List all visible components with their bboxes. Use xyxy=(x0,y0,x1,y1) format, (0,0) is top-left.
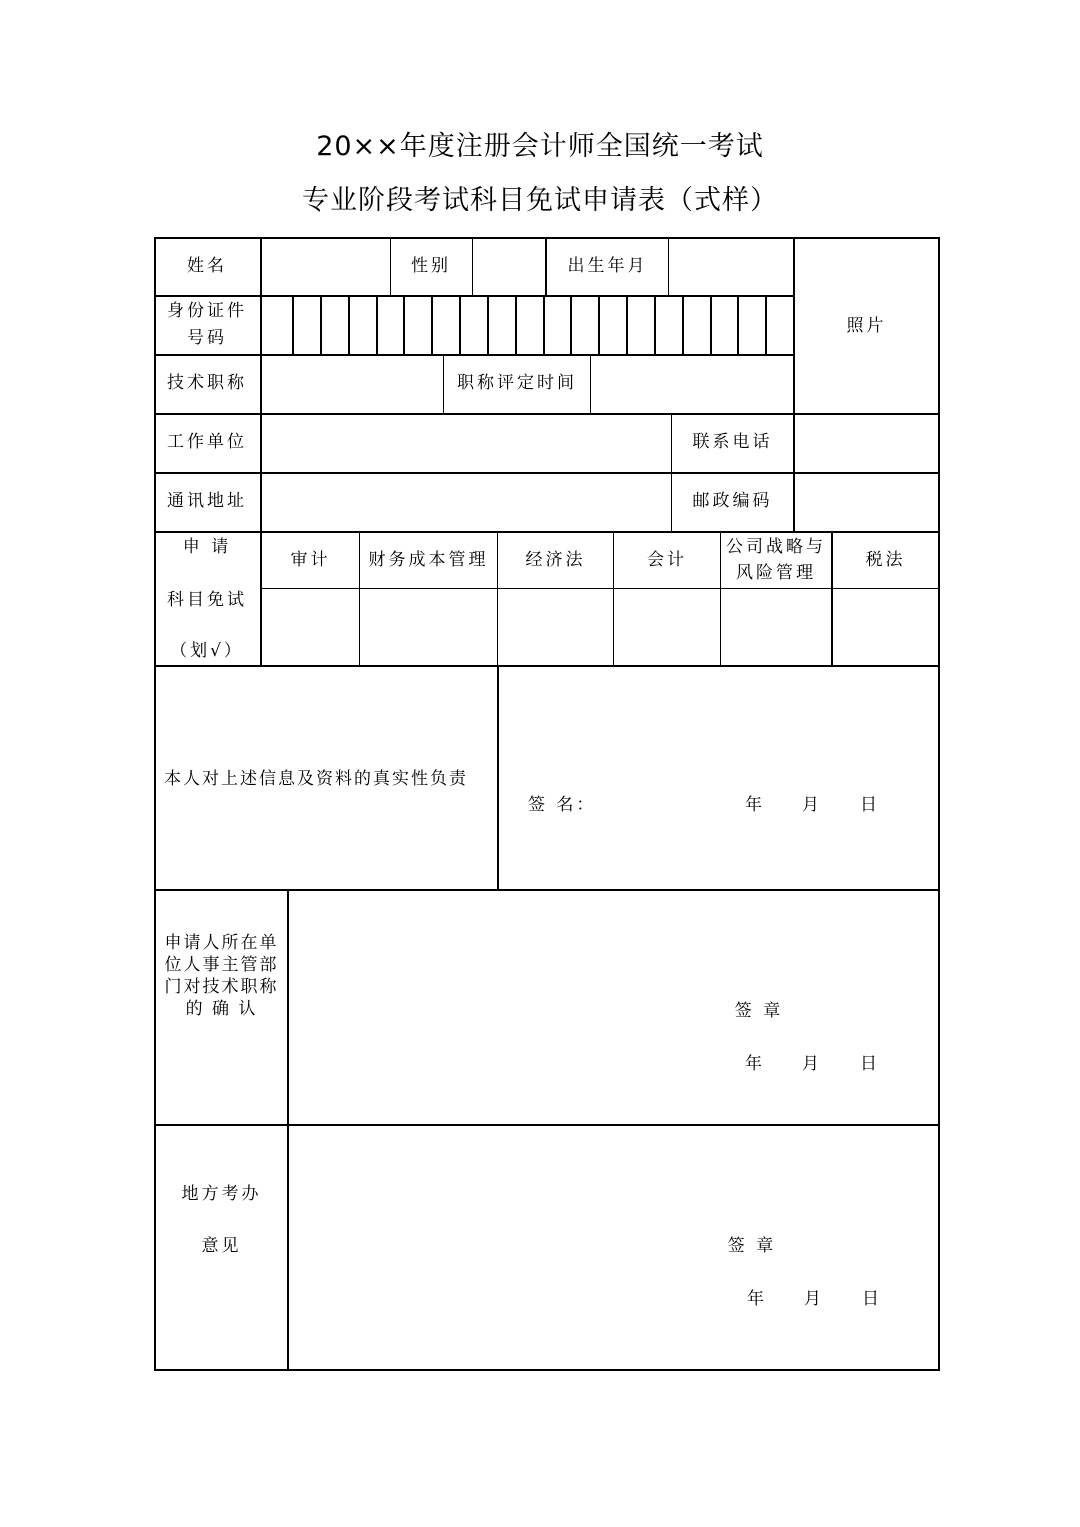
postcode-label: 邮政编码 xyxy=(692,491,773,512)
subject-strategy-risk-label: 公司战略与 风险管理 xyxy=(726,536,826,583)
id-digit-divider xyxy=(737,295,739,354)
id-digit-divider xyxy=(348,295,350,354)
phone-label: 联系电话 xyxy=(692,432,773,453)
declaration-year: 年 xyxy=(745,794,765,815)
id-digit-cell[interactable] xyxy=(403,297,431,354)
id-digit-cell[interactable] xyxy=(320,297,348,354)
subject-economic-law-label: 经济法 xyxy=(525,549,586,570)
id-digit-cell[interactable] xyxy=(348,297,376,354)
id-digit-cell[interactable] xyxy=(682,297,710,354)
tech-title-label: 技术职称 xyxy=(167,373,247,394)
employer-confirm-field[interactable] xyxy=(290,892,938,1124)
id-digit-cell[interactable] xyxy=(376,297,404,354)
id-digit-cell[interactable] xyxy=(654,297,682,354)
title-date-field[interactable] xyxy=(591,356,793,413)
declaration-month: 月 xyxy=(802,794,822,815)
id-digit-divider xyxy=(543,295,545,354)
gender-label: 性别 xyxy=(411,255,451,276)
form-title-line1: 20××年度注册会计师全国统一考试 xyxy=(316,131,764,162)
local-office-label-line2: 意见 xyxy=(201,1235,242,1256)
postcode-field[interactable] xyxy=(795,474,938,531)
row-line xyxy=(261,588,940,589)
photo-label: 照片 xyxy=(846,315,887,336)
address-field[interactable] xyxy=(262,474,671,531)
subject-tax-law-label: 税法 xyxy=(865,549,906,570)
id-digit-divider xyxy=(654,295,656,354)
id-digit-divider xyxy=(292,295,294,354)
local-office-field[interactable] xyxy=(290,1127,938,1369)
id-digit-divider xyxy=(403,295,405,354)
gender-field[interactable] xyxy=(473,239,545,295)
employer-confirm-day: 日 xyxy=(860,1053,880,1074)
employer-confirm-year: 年 xyxy=(745,1053,765,1074)
subject-economic-law-check[interactable] xyxy=(498,590,613,665)
row-line xyxy=(154,889,940,891)
id-digit-divider xyxy=(765,295,767,354)
id-digit-divider xyxy=(487,295,489,354)
address-label: 通讯地址 xyxy=(167,491,247,512)
id-digit-divider xyxy=(320,295,322,354)
id-digit-cell[interactable] xyxy=(765,297,793,354)
id-digit-cell[interactable] xyxy=(626,297,654,354)
subject-financial-cost-check[interactable] xyxy=(360,590,497,665)
id-digit-divider xyxy=(710,295,712,354)
exempt-label-line1: 申 请 xyxy=(182,536,232,557)
local-office-seal-label: 签 章 xyxy=(727,1235,777,1256)
col-line xyxy=(287,889,289,1371)
name-field[interactable] xyxy=(262,239,390,295)
subject-audit-label: 审计 xyxy=(290,549,331,570)
employer-label: 工作单位 xyxy=(167,432,247,453)
id-digit-cell[interactable] xyxy=(598,297,626,354)
subject-accounting-check[interactable] xyxy=(614,590,720,665)
birth-date-field[interactable] xyxy=(669,239,793,295)
id-digit-cell[interactable] xyxy=(292,297,320,354)
photo-box[interactable] xyxy=(795,239,938,413)
name-label: 姓名 xyxy=(187,255,227,276)
id-digit-divider xyxy=(598,295,600,354)
signature-field[interactable] xyxy=(528,791,628,819)
id-digit-cell[interactable] xyxy=(459,297,487,354)
employer-seal-label: 签 章 xyxy=(734,1000,784,1021)
declaration-day: 日 xyxy=(860,794,880,815)
id-digit-divider xyxy=(459,295,461,354)
local-office-year: 年 xyxy=(747,1288,767,1309)
row-line xyxy=(154,1124,940,1126)
declaration-text: 本人对上述信息及资料的真实性负责 xyxy=(164,768,468,789)
id-digit-cell[interactable] xyxy=(431,297,459,354)
id-digit-cell[interactable] xyxy=(570,297,598,354)
employer-confirm-label: 申请人所在单 位人事主管部 门对技术职称 的 确 认 xyxy=(164,933,279,1020)
form-title-line2: 专业阶段考试科目免试申请表（式样） xyxy=(302,185,778,216)
id-digit-cell[interactable] xyxy=(515,297,543,354)
exempt-label-line2: 科目免试 xyxy=(167,589,247,610)
id-digit-divider xyxy=(682,295,684,354)
employer-confirm-month: 月 xyxy=(802,1053,822,1074)
exempt-label-line3: （划√） xyxy=(170,640,244,661)
title-date-label: 职称评定时间 xyxy=(457,373,577,394)
subject-tax-law-check[interactable] xyxy=(833,590,938,665)
tech-title-field[interactable] xyxy=(262,356,443,413)
local-office-label-line1: 地方考办 xyxy=(181,1183,262,1204)
id-digit-cell[interactable] xyxy=(737,297,765,354)
row-line xyxy=(154,665,940,667)
id-digit-cell[interactable] xyxy=(710,297,738,354)
application-form xyxy=(154,237,940,1371)
id-digit-divider xyxy=(626,295,628,354)
subject-financial-cost-label: 财务成本管理 xyxy=(368,549,489,570)
id-digit-divider xyxy=(570,295,572,354)
border-bottom xyxy=(154,1369,940,1371)
id-digit-cell[interactable] xyxy=(487,297,515,354)
local-office-month: 月 xyxy=(804,1288,824,1309)
id-number-label: 身份证件 号码 xyxy=(167,301,247,348)
local-office-day: 日 xyxy=(862,1288,882,1309)
phone-field[interactable] xyxy=(795,415,938,472)
id-digit-divider xyxy=(431,295,433,354)
col-line xyxy=(497,665,499,889)
id-digit-divider xyxy=(515,295,517,354)
birth-date-label: 出生年月 xyxy=(567,255,648,276)
subject-strategy-risk-check[interactable] xyxy=(721,590,831,665)
signature-label: 签 名： xyxy=(528,794,597,815)
id-digit-divider xyxy=(376,295,378,354)
border-right xyxy=(938,237,940,1371)
id-digit-cell[interactable] xyxy=(543,297,571,354)
subject-accounting-label: 会计 xyxy=(647,549,687,570)
employer-field[interactable] xyxy=(262,415,671,472)
subject-audit-check[interactable] xyxy=(262,590,359,665)
